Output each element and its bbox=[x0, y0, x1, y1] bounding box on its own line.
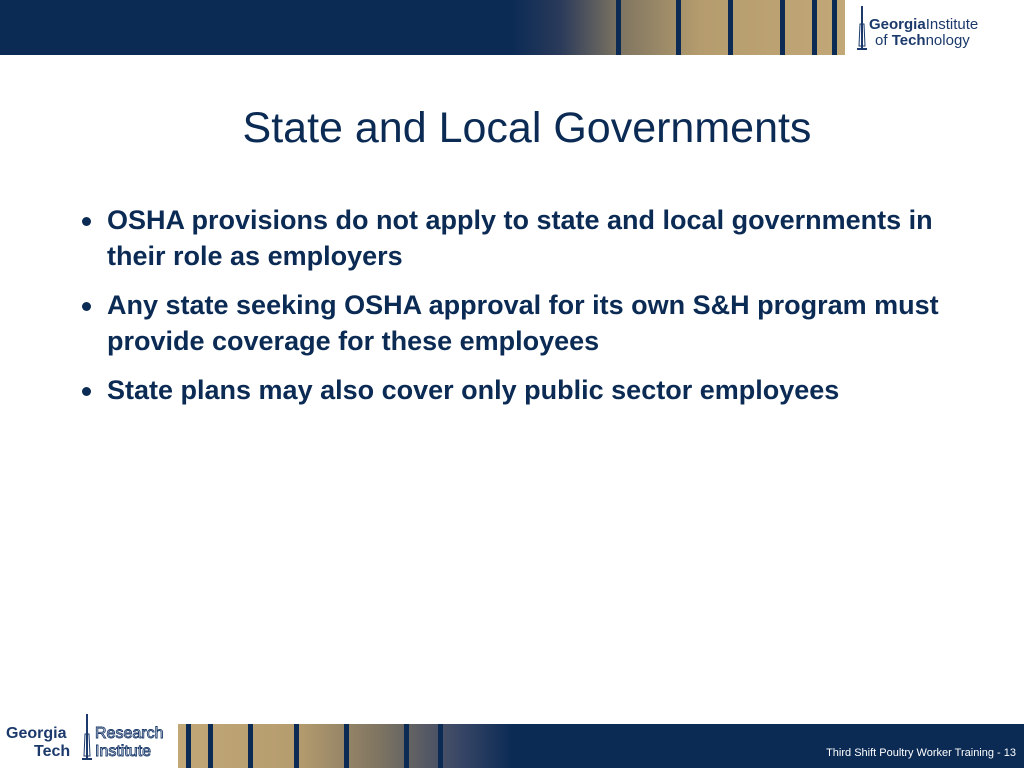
bullet-dot-icon bbox=[82, 387, 91, 396]
banner-stripe bbox=[780, 0, 785, 55]
bullet-dot-icon bbox=[82, 217, 91, 226]
bullet-item bbox=[80, 287, 960, 359]
banner-stripe bbox=[186, 724, 191, 768]
bullet-dot-icon bbox=[82, 302, 91, 311]
svg-text:Institute: Institute bbox=[95, 743, 152, 760]
banner-stripe bbox=[438, 724, 443, 768]
svg-text:Georgia: Georgia bbox=[6, 725, 67, 742]
bullet-item bbox=[80, 372, 960, 408]
georgia-tech-logo bbox=[855, 4, 1015, 52]
banner-stripe bbox=[812, 0, 817, 55]
svg-text:of Technology: of Technology bbox=[875, 32, 970, 49]
banner-stripe bbox=[616, 0, 621, 55]
svg-text:Research: Research bbox=[95, 725, 164, 742]
bullet-list bbox=[80, 202, 960, 421]
slide-title: State and Local Governments bbox=[242, 104, 812, 152]
bullet-text: State plans may also cover only public sector employees bbox=[107, 375, 840, 405]
top-banner bbox=[0, 0, 845, 55]
banner-stripe bbox=[404, 724, 409, 768]
banner-stripe bbox=[832, 0, 837, 55]
banner-stripe bbox=[294, 724, 299, 768]
banner-stripe bbox=[728, 0, 733, 55]
svg-text:GeorgiaInstitute: GeorgiaInstitute bbox=[869, 16, 979, 33]
banner-stripe bbox=[248, 724, 253, 768]
bullet-text: Any state seeking OSHA approval for its own S&H program must provide coverage for these employees bbox=[107, 290, 939, 356]
banner-stripe bbox=[676, 0, 681, 55]
bottom-banner bbox=[178, 724, 1024, 768]
footer-slide-label: Third Shift Poultry Worker Training - 13 bbox=[826, 747, 1016, 759]
banner-stripe bbox=[344, 724, 349, 768]
banner-stripe bbox=[208, 724, 213, 768]
georgia-tech-research-institute-logo bbox=[4, 712, 176, 764]
bullet-item bbox=[80, 202, 960, 274]
svg-text:Tech: Tech bbox=[34, 743, 71, 760]
bullet-text: OSHA provisions do not apply to state and local governments in their role as employers bbox=[107, 205, 933, 271]
